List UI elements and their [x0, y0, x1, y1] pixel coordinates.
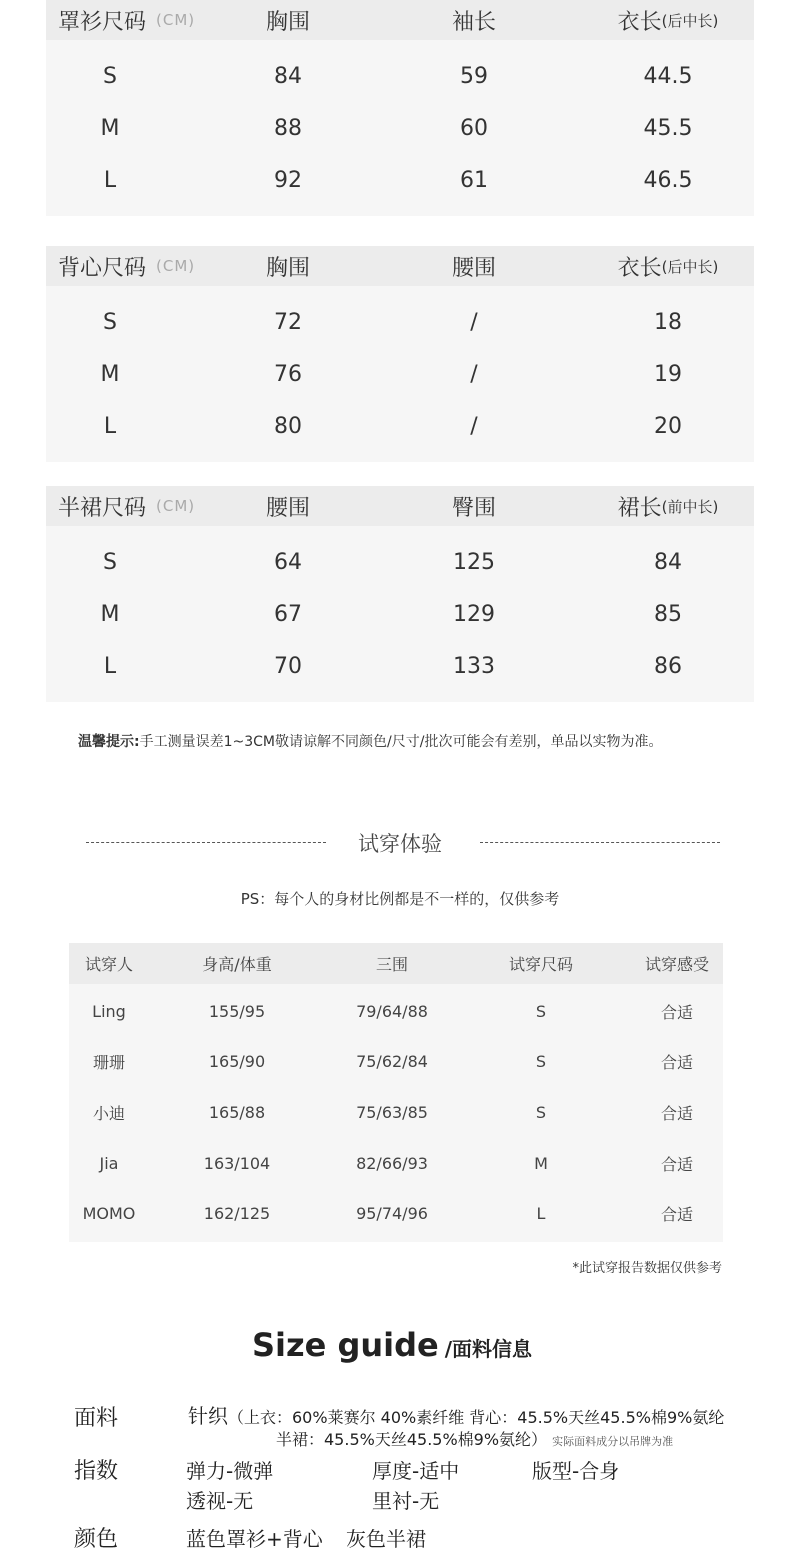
fabric-note: 实际面料成分以吊牌为准 [552, 1435, 674, 1448]
value-cell: 46.5 [643, 167, 693, 193]
column-header-text: 衣长 [617, 255, 662, 281]
value-cell: 18 [654, 309, 682, 335]
column-header [238, 246, 338, 286]
value-cell: 86 [654, 653, 682, 679]
tryon-footnote: *此试穿报告数据仅供参考 [572, 1261, 722, 1276]
guide-title-text: Size guide [252, 1326, 439, 1364]
size-table-header [46, 486, 754, 526]
tryon-table-header [69, 943, 723, 984]
column-header [424, 0, 524, 40]
fit-feeling: 合适 [660, 1154, 693, 1174]
column-header: 三围 [375, 955, 408, 974]
column-header-text: 臀围 [451, 495, 496, 521]
column-header: 试穿尺码 [508, 955, 573, 974]
column-header-text: 胸围 [265, 9, 310, 35]
height-weight: 155/95 [208, 1001, 266, 1021]
size-guide-title [252, 1326, 532, 1364]
value-cell: 85 [654, 601, 682, 627]
size-cell: M [100, 361, 120, 387]
value-cell: 125 [453, 549, 495, 575]
fit-feeling: 合适 [660, 1053, 693, 1073]
column-header [238, 486, 338, 526]
size-table-title-text: 罩衫尺码 [58, 9, 147, 35]
value-cell: 20 [654, 413, 682, 439]
value-cell: 60 [460, 115, 488, 141]
index-lining: 里衬-无 [372, 1489, 440, 1513]
index-fit: 版型-合身 [532, 1459, 620, 1483]
measurements: 79/64/88 [356, 1001, 428, 1021]
table-row [69, 1138, 723, 1189]
size-table-vest [46, 246, 754, 462]
color-option-blue: 蓝色罩衫+背心 [186, 1527, 323, 1551]
tried-size: L [536, 1204, 546, 1224]
value-cell: 84 [654, 549, 682, 575]
tryon-section-title [0, 826, 800, 860]
value-cell: 133 [453, 653, 495, 679]
fit-feeling: 合适 [660, 1205, 693, 1225]
size-table-header [46, 0, 754, 40]
measurements: 75/63/85 [356, 1102, 428, 1122]
size-table-title-text: 背心尺码 [58, 255, 147, 281]
measurements: 95/74/96 [356, 1204, 428, 1224]
size-table-header [46, 246, 754, 286]
column-header-text: 胸围 [265, 255, 310, 281]
size-table-skirt [46, 486, 754, 702]
value-cell: 61 [460, 167, 488, 193]
column-header [598, 246, 738, 286]
measurements: 82/66/93 [356, 1153, 428, 1173]
size-cell: L [103, 167, 117, 193]
tried-size: S [535, 1001, 547, 1021]
divider [480, 842, 720, 843]
fabric-line-2 [276, 1427, 673, 1450]
tester-name: Ling [92, 1001, 126, 1021]
height-weight: 163/104 [203, 1153, 271, 1173]
index-sheerness: 透视-无 [186, 1489, 254, 1513]
tester-name: MOMO [82, 1204, 136, 1224]
size-cell: M [100, 115, 120, 141]
column-header [424, 486, 524, 526]
value-cell: 84 [274, 63, 302, 89]
fabric-label: 面料 [74, 1406, 119, 1431]
index-thickness: 厚度-适中 [372, 1459, 460, 1483]
table-row [69, 1087, 723, 1138]
value-cell: 45.5 [643, 115, 693, 141]
value-cell: / [470, 361, 478, 387]
table-row [46, 348, 754, 400]
column-header [424, 246, 524, 286]
value-cell: 92 [274, 167, 302, 193]
fit-feeling: 合适 [660, 1002, 693, 1022]
guide-subtitle: /面料信息 [444, 1337, 533, 1361]
table-row [46, 400, 754, 452]
size-table-title [58, 486, 195, 526]
height-weight: 165/90 [208, 1052, 266, 1072]
column-header-sub: (后中长) [661, 11, 719, 30]
value-cell: 70 [274, 653, 302, 679]
unit-label: (CM) [156, 11, 196, 29]
tried-size: S [535, 1102, 547, 1122]
table-row [46, 536, 754, 588]
size-cell: L [103, 413, 117, 439]
tip-text: 手工测量误差1~3CM敬请谅解不同颜色/尺寸/批次可能会有差别，单品以实物为准。 [139, 734, 663, 750]
color-label: 颜色 [74, 1527, 119, 1552]
column-header [238, 0, 338, 40]
table-row [69, 986, 723, 1037]
size-cell: M [100, 601, 120, 627]
table-row [69, 1037, 723, 1088]
table-row [46, 588, 754, 640]
column-header: 试穿人 [84, 955, 133, 974]
tryon-table [69, 943, 723, 1242]
height-weight: 162/125 [203, 1204, 271, 1224]
value-cell: 44.5 [643, 63, 693, 89]
size-cell: L [103, 653, 117, 679]
column-header [598, 0, 738, 40]
column-header-text: 腰围 [451, 255, 496, 281]
column-header-text: 衣长 [617, 9, 662, 35]
size-table-blouse [46, 0, 754, 216]
table-row [46, 640, 754, 692]
tryon-ps-note: PS：每个人的身材比例都是不一样的，仅供参考 [240, 890, 560, 908]
index-label: 指数 [74, 1459, 119, 1484]
value-cell: / [470, 413, 478, 439]
value-cell: 59 [460, 63, 488, 89]
value-cell: 76 [274, 361, 302, 387]
table-row [46, 154, 754, 206]
value-cell: / [470, 309, 478, 335]
tried-size: M [534, 1153, 548, 1173]
fabric-line-1 [188, 1400, 724, 1429]
size-cell: S [103, 309, 117, 335]
tried-size: S [535, 1052, 547, 1072]
measurement-tip [78, 731, 662, 751]
column-header-sub: (前中长) [661, 497, 719, 516]
size-table-title [58, 246, 195, 286]
column-header-sub: (后中长) [661, 257, 719, 276]
color-option-gray: 灰色半裙 [346, 1527, 426, 1551]
column-header-text: 袖长 [451, 9, 496, 35]
value-cell: 80 [274, 413, 302, 439]
size-cell: S [103, 63, 117, 89]
size-cell: S [103, 549, 117, 575]
unit-label: (CM) [156, 497, 196, 515]
tester-name: 珊珊 [92, 1053, 125, 1073]
fabric-main: 针织 [188, 1404, 228, 1428]
size-table-title [58, 0, 195, 40]
fabric-composition-top: （上衣：60%莱赛尔 40%素纤维 背心：45.5%天丝45.5%棉9%氨纶 [228, 1408, 725, 1427]
column-header: 试穿感受 [644, 955, 709, 974]
index-elasticity: 弹力-微弹 [186, 1459, 274, 1483]
value-cell: 64 [274, 549, 302, 575]
unit-label: (CM) [156, 257, 196, 275]
value-cell: 129 [453, 601, 495, 627]
table-row [46, 102, 754, 154]
value-cell: 67 [274, 601, 302, 627]
tester-name: Jia [99, 1153, 119, 1173]
table-row [69, 1188, 723, 1239]
column-header [598, 486, 738, 526]
tip-label: 温馨提示: [78, 734, 140, 750]
fabric-composition-skirt: 半裙：45.5%天丝45.5%棉9%氨纶） [276, 1430, 548, 1449]
value-cell: 88 [274, 115, 302, 141]
section-title-text: 试穿体验 [358, 832, 442, 856]
value-cell: 72 [274, 309, 302, 335]
tester-name: 小迪 [92, 1103, 125, 1123]
measurements: 75/62/84 [356, 1052, 428, 1072]
size-table-title-text: 半裙尺码 [58, 495, 147, 521]
fit-feeling: 合适 [660, 1103, 693, 1123]
height-weight: 165/88 [208, 1102, 266, 1122]
column-header-text: 腰围 [265, 495, 310, 521]
table-row [46, 296, 754, 348]
table-row [46, 50, 754, 102]
column-header: 身高/体重 [202, 955, 272, 974]
column-header-text: 裙长 [617, 495, 662, 521]
value-cell: 19 [654, 361, 682, 387]
